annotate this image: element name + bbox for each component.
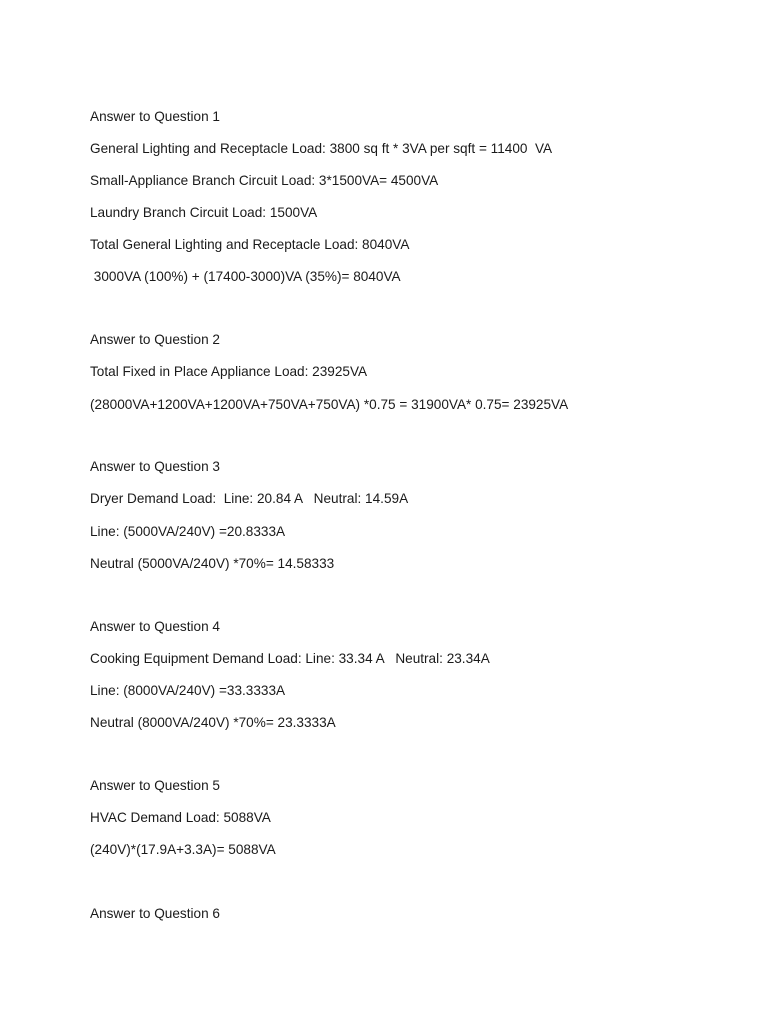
q4-line-calculation: Line: (8000VA/240V) =33.3333A [90,683,286,698]
q3-line-calculation: Line: (5000VA/240V) =20.8333A [90,524,286,539]
q1-heading: Answer to Question 1 [90,109,220,124]
q1-calculation: 3000VA (100%) + (17400-3000)VA (35%)= 8040VA [90,269,401,284]
q1-total-load: Total General Lighting and Receptacle Load: 8040VA [90,237,410,252]
q2-fixed-appliance-load: Total Fixed in Place Appliance Load: 23925VA [90,364,368,379]
q4-neutral-calculation: Neutral (8000VA/240V) *70%= 23.3333A [90,715,336,730]
q5-heading: Answer to Question 5 [90,778,220,793]
q4-heading: Answer to Question 4 [90,619,220,634]
q4-cooking-demand-load: Cooking Equipment Demand Load: Line: 33.34 A Neutral: 23.34A [90,651,490,666]
q1-laundry-load: Laundry Branch Circuit Load: 1500VA [90,205,318,220]
q6-heading: Answer to Question 6 [90,906,220,921]
q3-heading: Answer to Question 3 [90,459,220,474]
q3-dryer-demand-load: Dryer Demand Load: Line: 20.84 A Neutral: 14.59A [90,491,409,506]
q2-heading: Answer to Question 2 [90,332,220,347]
q1-general-lighting-load: General Lighting and Receptacle Load: 3800 sq ft * 3VA per sqft = 11400 VA [90,141,553,156]
q3-neutral-calculation: Neutral (5000VA/240V) *70%= 14.58333 [90,556,335,571]
q5-calculation: (240V)*(17.9A+3.3A)= 5088VA [90,842,276,857]
q5-hvac-demand-load: HVAC Demand Load: 5088VA [90,810,271,825]
q1-small-appliance-load: Small-Appliance Branch Circuit Load: 3*1500VA= 4500VA [90,173,439,188]
q2-calculation: (28000VA+1200VA+1200VA+750VA+750VA) *0.75 = 31900VA* 0.75= 23925VA [90,397,569,412]
